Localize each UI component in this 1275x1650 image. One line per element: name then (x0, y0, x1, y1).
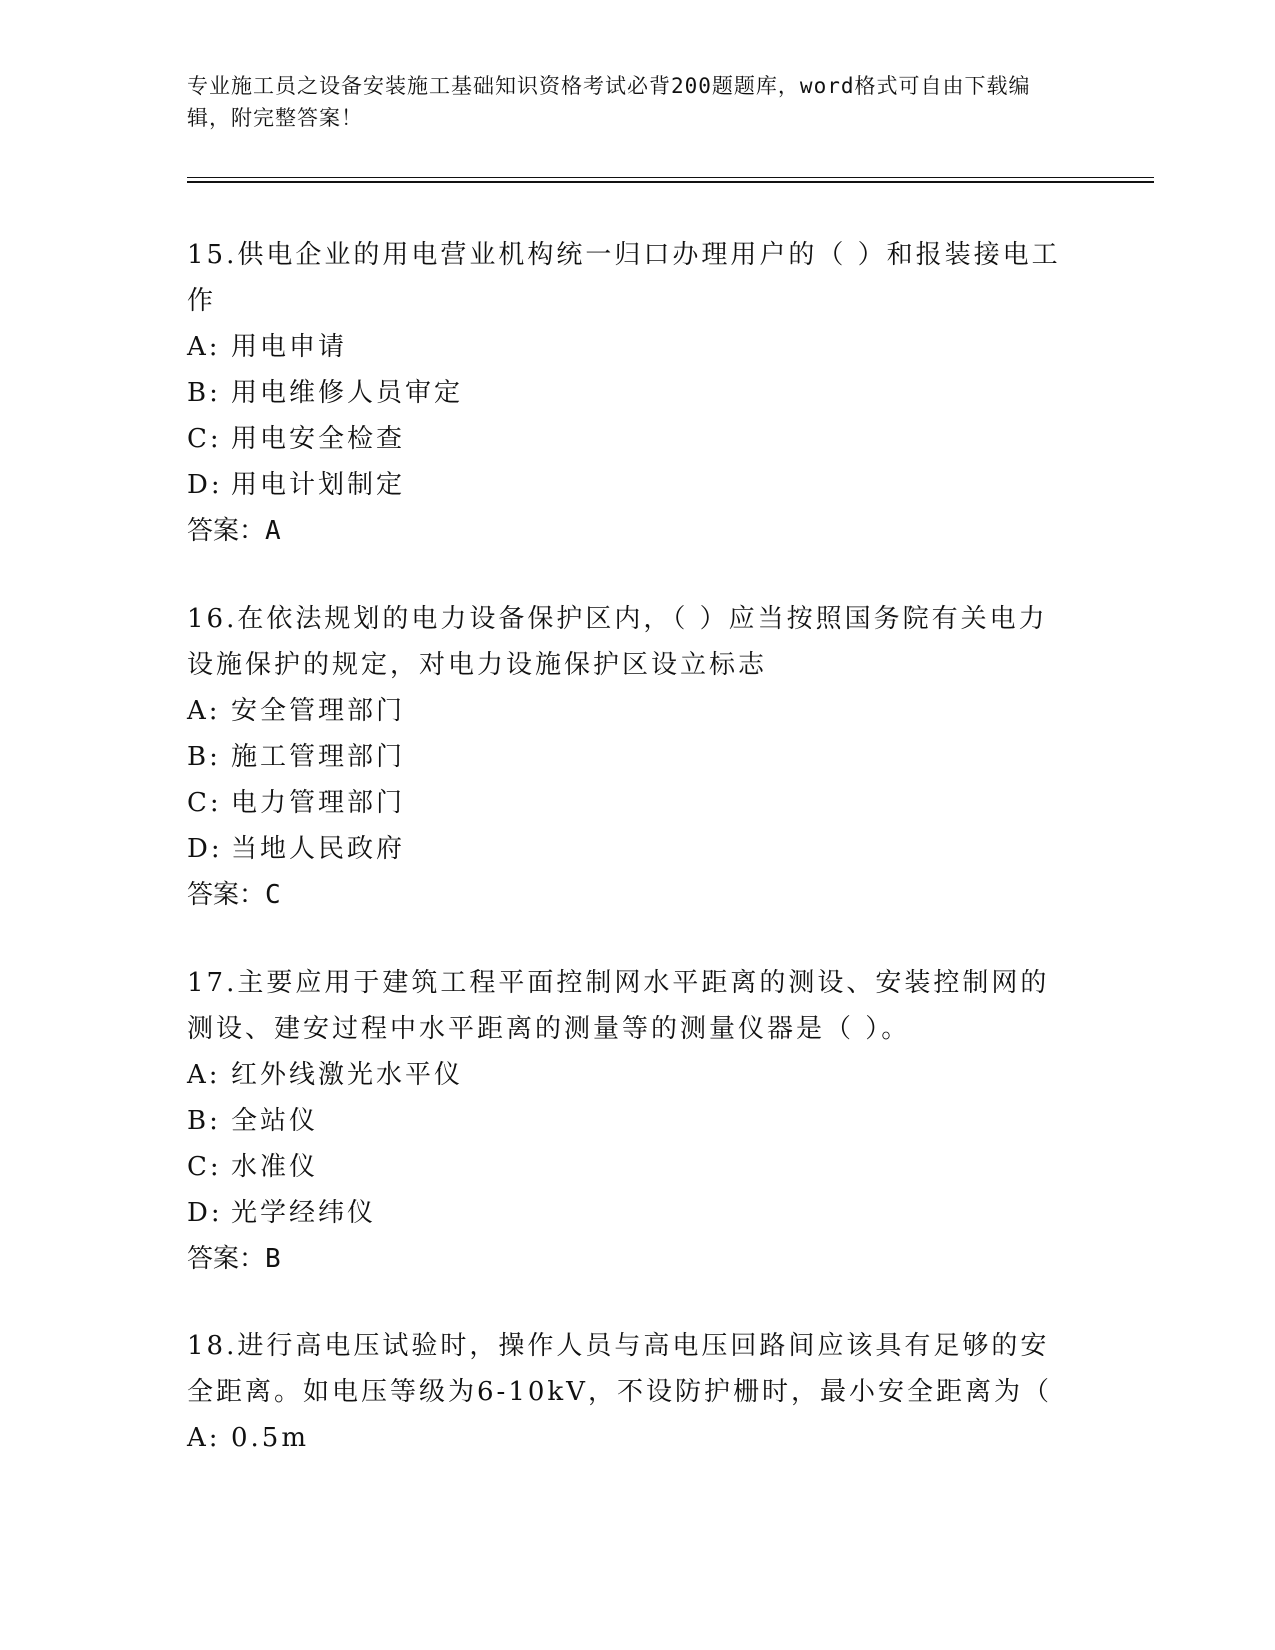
option-text: 红外线激光水平仪 (231, 1060, 464, 1090)
option-a (187, 688, 1067, 734)
option-b (187, 1098, 1067, 1144)
option-letter: A: (187, 1423, 221, 1453)
option-text: 全站仪 (231, 1106, 319, 1136)
option-text: 水准仪 (231, 1152, 319, 1182)
answer-line (187, 872, 1067, 918)
option-letter: A: (187, 332, 221, 362)
answer-label: 答案： (187, 516, 266, 546)
option-c (187, 416, 1067, 462)
answer-value: C (265, 880, 281, 910)
option-text: 用电计划制定 (231, 470, 406, 500)
option-text: 电力管理部门 (231, 788, 406, 818)
option-c (187, 780, 1067, 826)
question-16 (187, 596, 1067, 918)
option-letter: D: (187, 834, 223, 864)
option-a (187, 324, 1067, 370)
option-a (187, 1052, 1067, 1098)
option-letter: A: (187, 696, 221, 726)
option-text: 0.5m (231, 1423, 310, 1453)
question-17 (187, 960, 1067, 1282)
option-letter: C: (187, 788, 222, 818)
option-letter: C: (187, 424, 222, 454)
answer-line (187, 1236, 1067, 1282)
option-letter: C: (187, 1152, 222, 1182)
option-text: 用电安全检查 (231, 424, 406, 454)
answer-value: B (265, 1244, 281, 1274)
option-text: 安全管理部门 (231, 696, 406, 726)
option-letter: A: (187, 1060, 221, 1090)
option-c (187, 1144, 1067, 1190)
option-d (187, 462, 1067, 508)
option-letter: D: (187, 1198, 223, 1228)
option-a (187, 1415, 1067, 1461)
header-divider-thick (187, 181, 1154, 183)
answer-line (187, 508, 1067, 554)
answer-label: 答案： (187, 1244, 266, 1274)
option-b (187, 370, 1067, 416)
option-text: 施工管理部门 (231, 742, 406, 772)
option-letter: D: (187, 470, 223, 500)
question-text: 17.主要应用于建筑工程平面控制网水平距离的测设、安装控制网的测设、建安过程中水平距离的测量等的测量仪器是（ ）。 (187, 968, 1050, 1044)
question-text: 18.进行高电压试验时，操作人员与高电压回路间应该具有足够的安全距离。如电压等级为6-10kV，不设防护栅时，最小安全距离为（ (187, 1331, 1052, 1407)
question-text: 16.在依法规划的电力设备保护区内，（ ）应当按照国务院有关电力设施保护的规定，对电力设施保护区设立标志 (187, 604, 1048, 680)
option-d (187, 826, 1067, 872)
option-letter: B: (187, 1106, 221, 1136)
option-b (187, 734, 1067, 780)
option-text: 用电申请 (231, 332, 348, 362)
document-header: 专业施工员之设备安装施工基础知识资格考试必背200题题库，word格式可自由下载编辑，附完整答案！ (187, 74, 1031, 130)
option-letter: B: (187, 742, 221, 772)
option-text: 当地人民政府 (231, 834, 406, 864)
answer-value: A (265, 516, 281, 546)
option-letter: B: (187, 378, 221, 408)
option-text: 用电维修人员审定 (231, 378, 464, 408)
question-text: 15.供电企业的用电营业机构统一归口办理用户的（ ）和报装接电工作 (187, 240, 1061, 316)
option-text: 光学经纬仪 (231, 1198, 377, 1228)
question-18 (187, 1323, 1067, 1461)
question-15 (187, 232, 1067, 554)
header-divider-thin (187, 177, 1154, 178)
option-d (187, 1190, 1067, 1236)
answer-label: 答案： (187, 880, 266, 910)
